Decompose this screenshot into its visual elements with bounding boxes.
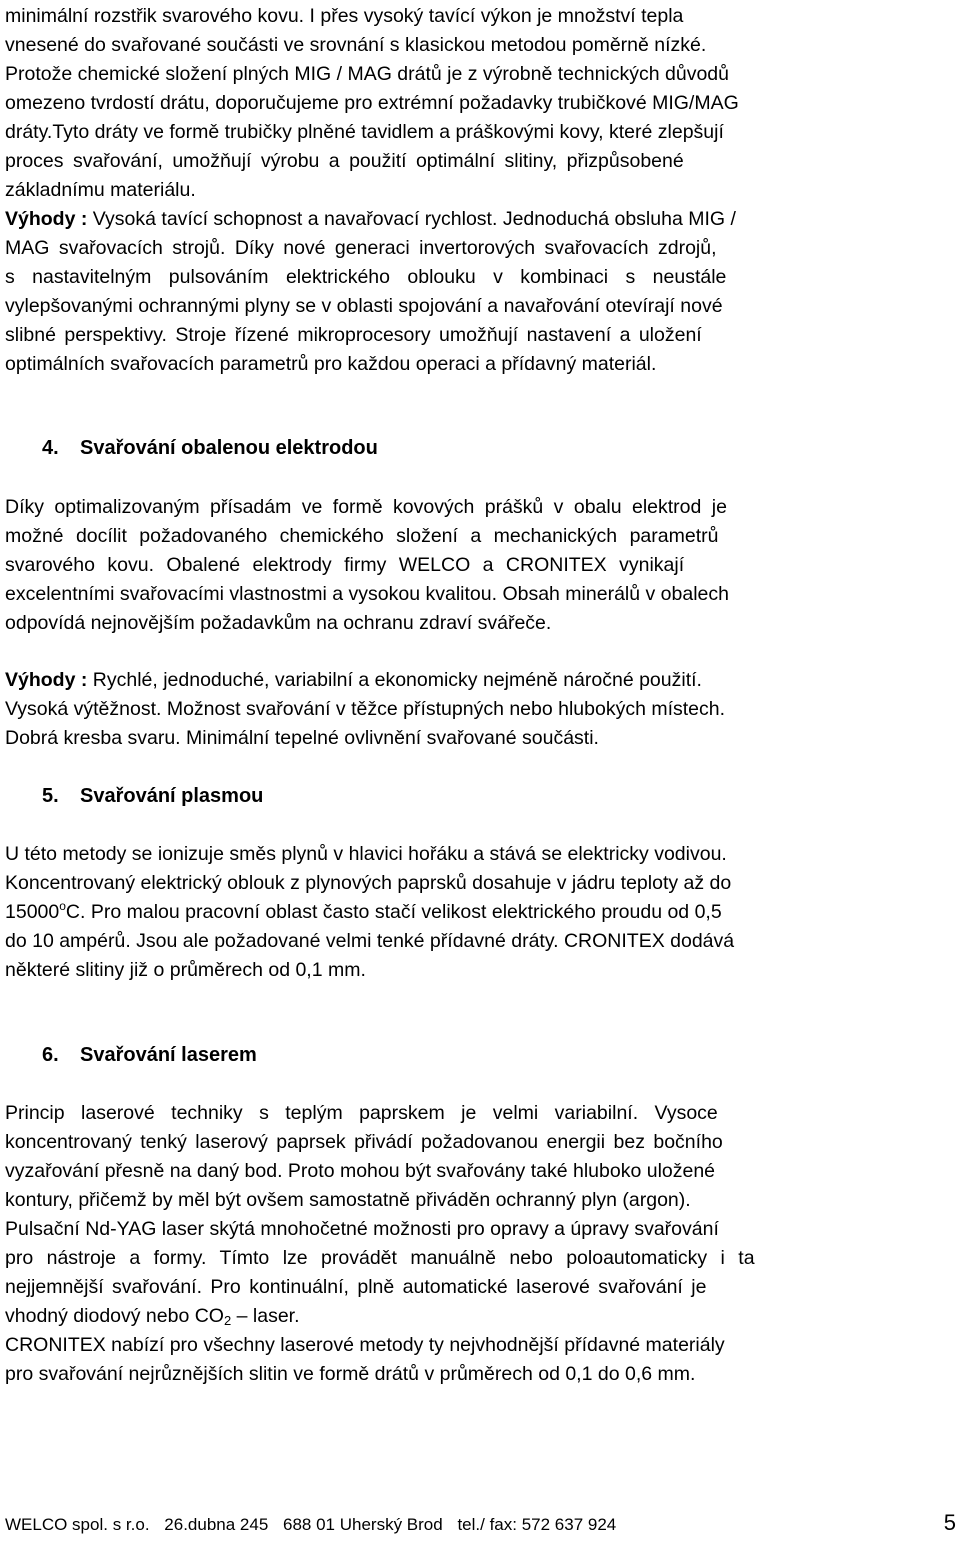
intro-text-1: minimální rozstřik svarového kovu. I přes vysoký tavící výkon je množství tepla — [5, 5, 684, 27]
s6-line-4: kontury, přičemž by měl být ovšem samostatně přiváděn ochranný plyn (argon). — [5, 1189, 691, 1211]
intro-line-5: dráty.Tyto dráty ve formě trubičky plněné tavidlem a práškovými kovy, které zlepšují — [5, 121, 724, 143]
s4-line-1: Díky optimalizovaným přísadám ve formě kovových prášků v obalu elektrod je — [5, 496, 727, 518]
s4-advantages-line-3: Dobrá kresba svaru. Minimální tepelné ovlivnění svařované součásti. — [5, 727, 599, 749]
s5-line-3 — [5, 898, 955, 927]
s4-line-3: svarového kovu. Obalené elektrody firmy WELCO a CRONITEX vynikají — [5, 554, 685, 576]
s4-line-4: excelentními svařovacími vlastnostmi a vysokou kvalitou. Obsah minerálů v obalech — [5, 583, 729, 605]
section-4-title: Svařování obalenou elektrodou — [80, 437, 378, 459]
intro-line-9: MAG svařovacích strojů. Díky nové generaci invertorových svařovacích zdrojů, — [5, 237, 717, 259]
s4-line-2: možné docílit požadovaného chemického složení a mechanických parametrů — [5, 525, 719, 547]
intro-line-4: omezeno tvrdostí drátu, doporučujeme pro extrémní požadavky trubičkové MIG/MAG — [5, 92, 739, 114]
s5-line-3-text: C. Pro malou pracovní oblast často stačí velikost elektrického proudu od 0,5 — [65, 901, 722, 923]
degree-superscript: o — [59, 899, 66, 913]
s4-advantages-line-1 — [5, 666, 955, 695]
footer-phone: tel./ fax: 572 637 924 — [457, 1515, 617, 1534]
s6-line-9: CRONITEX nabízí pro všechny laserové metody ty nejvhodnější přídavné materiály — [5, 1334, 725, 1356]
s6-line-8-text: vhodný diodový nebo CO — [5, 1305, 224, 1327]
s6-line-6: pro nástroje a formy. Tímto lze provádět manuálně nebo poloautomaticky i ta — [5, 1247, 755, 1269]
intro-line-8 — [5, 205, 955, 234]
s6-line-8 — [5, 1302, 955, 1331]
footer-city: 688 01 Uherský Brod — [283, 1515, 443, 1534]
intro-line-12: slibné perspektivy. Stroje řízené mikroprocesory umožňují nastavení a uložení — [5, 324, 702, 346]
s4-line-5: odpovídá nejnovějším požadavkům na ochranu zdraví svářeče. — [5, 612, 552, 634]
s4-advantages-line-2: Vysoká výtěžnost. Možnost svařování v těžce přístupných nebo hlubokých místech. — [5, 698, 726, 720]
s5-line-5: některé slitiny již o průměrech od 0,1 mm. — [5, 959, 366, 981]
s4-advantages-text: Rychlé, jednoduché, variabilní a ekonomicky nejméně náročné použití. — [87, 669, 702, 691]
subscript-2: 2 — [223, 1313, 232, 1328]
footer-street: 26.dubna 245 — [164, 1515, 269, 1534]
s6-line-8-tail: – laser. — [231, 1305, 300, 1327]
intro-line-8-text: Vysoká tavící schopnost a navařovací rychlost. Jednoduchá obsluha MIG / — [87, 208, 736, 230]
intro-line-13: optimálních svařovacích parametrů pro každou operaci a přídavný materiál. — [5, 353, 657, 375]
s5-line-1: U této metody se ionizuje směs plynů v hlavici hořáku a stává se elektricky vodivou. — [5, 843, 727, 865]
section-5-number: 5. — [42, 785, 59, 807]
intro-line-11: vylepšovanými ochrannými plyny se v oblasti spojování a navařování otevírají nové — [5, 295, 723, 317]
s4-advantages-label: Výhody : — [5, 669, 88, 691]
section-6-number: 6. — [42, 1044, 59, 1066]
intro-line-1 — [5, 2, 955, 31]
intro-line-7: základnímu materiálu. — [5, 179, 196, 201]
intro-line-2: vnesené do svařované součásti ve srovnání s klasickou metodou poměrně nízké. — [5, 34, 707, 56]
s6-line-7: nejjemnější svařování. Pro kontinuální, plně automatické laserové svařování je — [5, 1276, 707, 1298]
intro-line-6: proces svařování, umožňují výrobu a použití optimální slitiny, přizpůsobené — [5, 150, 684, 172]
s6-line-5: Pulsační Nd-YAG laser skýtá mnohočetné možnosti pro opravy a úpravy svařování — [5, 1218, 719, 1240]
section-4-number: 4. — [42, 437, 59, 459]
temperature-value: 15000 — [5, 901, 60, 923]
intro-line-10: s nastavitelným pulsováním elektrického oblouku v kombinaci s neustále — [5, 266, 727, 288]
page-footer — [5, 1514, 626, 1536]
footer-company: WELCO spol. s r.o. — [5, 1515, 150, 1534]
advantages-label: Výhody : — [5, 208, 88, 230]
s6-line-2: koncentrovaný tenký laserový paprsek přivádí požadovanou energii bez bočního — [5, 1131, 723, 1153]
s6-line-1: Princip laserové techniky s teplým paprskem je velmi variabilní. Vysoce — [5, 1102, 718, 1124]
intro-line-3: Protože chemické složení plných MIG / MAG drátů je z výrobně technických důvodů — [5, 63, 729, 85]
section-6-title: Svařování laserem — [80, 1044, 257, 1066]
s5-line-2: Koncentrovaný elektrický oblouk z plynových paprsků dosahuje v jádru teploty až do — [5, 872, 732, 894]
section-5-title: Svařování plasmou — [80, 785, 264, 807]
s5-line-4: do 10 ampérů. Jsou ale požadované velmi tenké přídavné dráty. CRONITEX dodává — [5, 930, 735, 952]
s6-line-3: vyzařování přesně na daný bod. Proto mohou být svařovány také hluboko uložené — [5, 1160, 716, 1182]
s6-line-10: pro svařování nejrůznějších slitin ve formě drátů v průměrech od 0,1 do 0,6 mm. — [5, 1363, 696, 1385]
page-number: 5 — [943, 1510, 956, 1535]
